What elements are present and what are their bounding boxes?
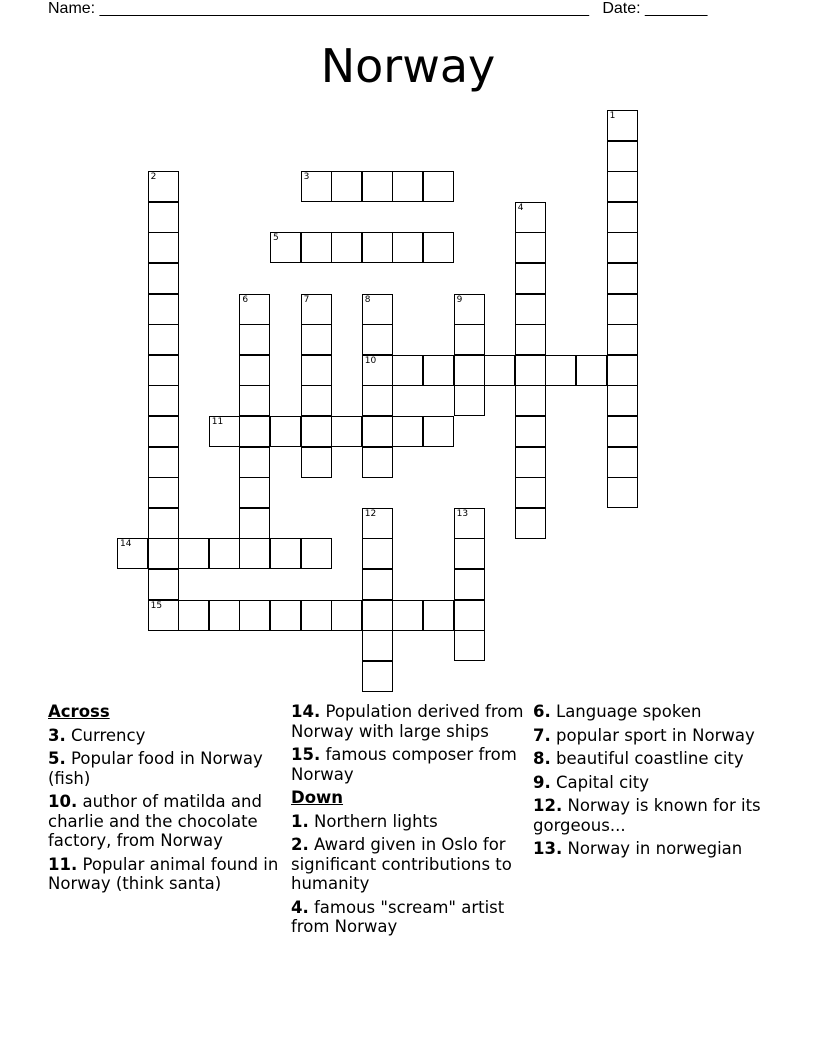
- crossword-cell[interactable]: [148, 416, 179, 447]
- crossword-cell[interactable]: [607, 355, 638, 386]
- crossword-cell[interactable]: [362, 355, 393, 386]
- crossword-cell[interactable]: [148, 600, 179, 631]
- crossword-cell[interactable]: [607, 385, 638, 416]
- crossword-cell[interactable]: [392, 600, 423, 631]
- crossword-cell[interactable]: [178, 538, 209, 569]
- crossword-cell[interactable]: [362, 294, 393, 325]
- date-label: Date:: [602, 0, 641, 17]
- clue-number: 4: [517, 202, 524, 213]
- crossword-cell[interactable]: [148, 477, 179, 508]
- clue-number: 10: [364, 355, 377, 366]
- crossword-cell[interactable]: [301, 538, 332, 569]
- crossword-cell[interactable]: [454, 385, 485, 416]
- crossword-cell[interactable]: [392, 355, 423, 386]
- across-heading: Across: [48, 702, 110, 721]
- crossword-cell[interactable]: [362, 569, 393, 600]
- crossword-cell[interactable]: [607, 324, 638, 355]
- crossword-cell[interactable]: [239, 324, 270, 355]
- clue-down-13: 13. Norway in norwegian: [533, 839, 743, 858]
- clue-number: 7: [303, 294, 310, 305]
- crossword-cell[interactable]: [362, 447, 393, 478]
- crossword-cell[interactable]: [607, 447, 638, 478]
- crossword-cell[interactable]: [484, 355, 515, 386]
- clue-number: 9: [456, 294, 463, 305]
- crossword-cell[interactable]: [362, 661, 393, 692]
- crossword-cell[interactable]: [301, 447, 332, 478]
- clue-across-10: 10. author of matilda and charlie and the chocolate factory, from Norway: [48, 792, 262, 850]
- clue-down-9: 9. Capital city: [533, 772, 649, 792]
- crossword-cell[interactable]: [148, 263, 179, 294]
- crossword-cell[interactable]: [239, 447, 270, 478]
- crossword-cell[interactable]: [607, 202, 638, 233]
- crossword-cell[interactable]: [423, 355, 454, 386]
- crossword-cell[interactable]: [270, 600, 301, 631]
- clue-number: 15: [150, 600, 163, 611]
- crossword-cell[interactable]: [301, 600, 332, 631]
- crossword-cell[interactable]: [454, 569, 485, 600]
- crossword-cell[interactable]: [515, 447, 546, 478]
- crossword-cell[interactable]: [148, 569, 179, 600]
- crossword-cell[interactable]: [148, 202, 179, 233]
- down-heading: Down: [291, 788, 344, 807]
- crossword-cell[interactable]: [362, 508, 393, 539]
- crossword-cell[interactable]: [331, 232, 362, 263]
- clue-across-14: 14. Population derived from Norway with large ships: [291, 702, 524, 741]
- clue-across-11: 11. Popular animal found in Norway (think santa): [48, 854, 279, 893]
- crossword-cell[interactable]: [362, 324, 393, 355]
- crossword-cell[interactable]: [515, 355, 546, 386]
- page-title: Norway: [320, 39, 496, 93]
- crossword-cell[interactable]: [239, 538, 270, 569]
- clue-number: 13: [456, 508, 469, 519]
- clue-down-4: 4. famous "scream" artist from Norway: [291, 897, 505, 936]
- crossword-cell[interactable]: [515, 294, 546, 325]
- crossword-cell[interactable]: [148, 232, 179, 263]
- crossword-cell[interactable]: [148, 355, 179, 386]
- crossword-cell[interactable]: [515, 232, 546, 263]
- crossword-cell[interactable]: [239, 416, 270, 447]
- clue-number: 3: [303, 172, 310, 183]
- crossword-cell[interactable]: [301, 171, 332, 202]
- crossword-cell[interactable]: [362, 416, 393, 447]
- crossword-cell[interactable]: [607, 477, 638, 508]
- crossword-cell[interactable]: [362, 630, 393, 661]
- crossword-cell[interactable]: [331, 416, 362, 447]
- crossword-cell[interactable]: [239, 385, 270, 416]
- clue-column-2: [291, 702, 527, 941]
- crossword-cell[interactable]: [148, 294, 179, 325]
- crossword-cell[interactable]: [362, 171, 393, 202]
- crossword-cell[interactable]: [331, 600, 362, 631]
- crossword-cell[interactable]: [362, 538, 393, 569]
- crossword-cell[interactable]: [515, 385, 546, 416]
- crossword-cell[interactable]: [148, 538, 179, 569]
- crossword-cell[interactable]: [515, 508, 546, 539]
- clue-number: 12: [364, 508, 377, 519]
- crossword-cell[interactable]: [301, 416, 332, 447]
- clue-down-7: 7. popular sport in Norway: [533, 725, 755, 745]
- crossword-cell[interactable]: [117, 538, 148, 569]
- name-field[interactable]: _______________________________________________________: [99, 0, 589, 17]
- crossword-cell[interactable]: [239, 294, 270, 325]
- crossword-cell[interactable]: [270, 416, 301, 447]
- crossword-cell[interactable]: [423, 232, 454, 263]
- clue-down-1: 1. Northern lights: [291, 811, 438, 831]
- crossword-cell[interactable]: [362, 385, 393, 416]
- crossword-cell[interactable]: [270, 232, 301, 263]
- crossword-cell[interactable]: [148, 171, 179, 202]
- crossword-cell[interactable]: [454, 294, 485, 325]
- crossword-cell[interactable]: [270, 538, 301, 569]
- clue-down-8: 8. beautiful coastline city: [533, 749, 744, 768]
- crossword-cell[interactable]: [148, 447, 179, 478]
- crossword-cell[interactable]: [209, 416, 240, 447]
- clue-number: 11: [211, 417, 224, 427]
- crossword-cell[interactable]: [607, 232, 638, 263]
- crossword-cell[interactable]: [331, 171, 362, 202]
- crossword-cell[interactable]: [607, 141, 638, 172]
- crossword-cell[interactable]: [576, 355, 607, 386]
- crossword-cell[interactable]: [454, 508, 485, 539]
- crossword-cell[interactable]: [392, 171, 423, 202]
- clue-across-3: 3. Currency: [48, 725, 146, 745]
- crossword-cell[interactable]: [301, 294, 332, 325]
- clue-column-1: [48, 702, 284, 898]
- clue-across-15: 15. famous composer from Norway: [291, 745, 517, 784]
- crossword-cell[interactable]: [178, 600, 209, 631]
- crossword-cell[interactable]: [148, 508, 179, 539]
- clue-number: 1: [609, 111, 616, 121]
- crossword-cell[interactable]: [301, 232, 332, 263]
- crossword-cell[interactable]: [454, 600, 485, 631]
- clue-across-5: 5. Popular food in Norway (fish): [48, 749, 263, 788]
- name-label: Name:: [48, 0, 96, 17]
- crossword-cell[interactable]: [454, 324, 485, 355]
- clue-down-12: 12. Norway is known for its gorgeous...: [533, 796, 761, 835]
- crossword-cell[interactable]: [423, 171, 454, 202]
- crossword-cell[interactable]: [607, 171, 638, 202]
- clue-number: 14: [120, 539, 132, 550]
- crossword-cell[interactable]: [454, 630, 485, 661]
- clue-number: 2: [150, 172, 157, 183]
- crossword-cell[interactable]: [454, 355, 485, 386]
- crossword-cell[interactable]: [545, 355, 576, 386]
- date-field[interactable]: _______: [645, 0, 708, 17]
- clue-number: 5: [273, 233, 279, 244]
- crossword-cell[interactable]: [362, 600, 393, 631]
- crossword-cell[interactable]: [392, 416, 423, 447]
- crossword-cell[interactable]: [607, 110, 638, 141]
- crossword-cell[interactable]: [301, 385, 332, 416]
- crossword-cell[interactable]: [301, 355, 332, 386]
- crossword-cell[interactable]: [607, 263, 638, 294]
- crossword-cell[interactable]: [423, 600, 454, 631]
- crossword-cell[interactable]: [301, 324, 332, 355]
- crossword-cell[interactable]: [454, 538, 485, 569]
- crossword-cell[interactable]: [362, 232, 393, 263]
- crossword-cell[interactable]: [515, 202, 546, 233]
- clue-number: 8: [364, 294, 371, 305]
- crossword-cell[interactable]: [209, 600, 240, 631]
- crossword-cell[interactable]: [515, 263, 546, 294]
- crossword-cell[interactable]: [392, 232, 423, 263]
- crossword-cell[interactable]: [607, 294, 638, 325]
- clue-down-2: 2. Award given in Oslo for significant contributions to humanity: [291, 835, 512, 893]
- crossword-cell[interactable]: [515, 416, 546, 447]
- crossword-cell[interactable]: [148, 324, 179, 355]
- crossword-cell[interactable]: [515, 477, 546, 508]
- crossword-cell[interactable]: [239, 477, 270, 508]
- clue-number: 6: [242, 294, 249, 305]
- crossword-cell[interactable]: [607, 416, 638, 447]
- crossword-cell[interactable]: [515, 324, 546, 355]
- crossword-cell[interactable]: [239, 355, 270, 386]
- clue-column-3: [533, 702, 769, 863]
- crossword-cell[interactable]: [239, 600, 270, 631]
- clue-down-6: 6. Language spoken: [533, 702, 702, 721]
- crossword-cell[interactable]: [209, 538, 240, 569]
- crossword-cell[interactable]: [239, 508, 270, 539]
- crossword-cell[interactable]: [148, 385, 179, 416]
- crossword-cell[interactable]: [423, 416, 454, 447]
